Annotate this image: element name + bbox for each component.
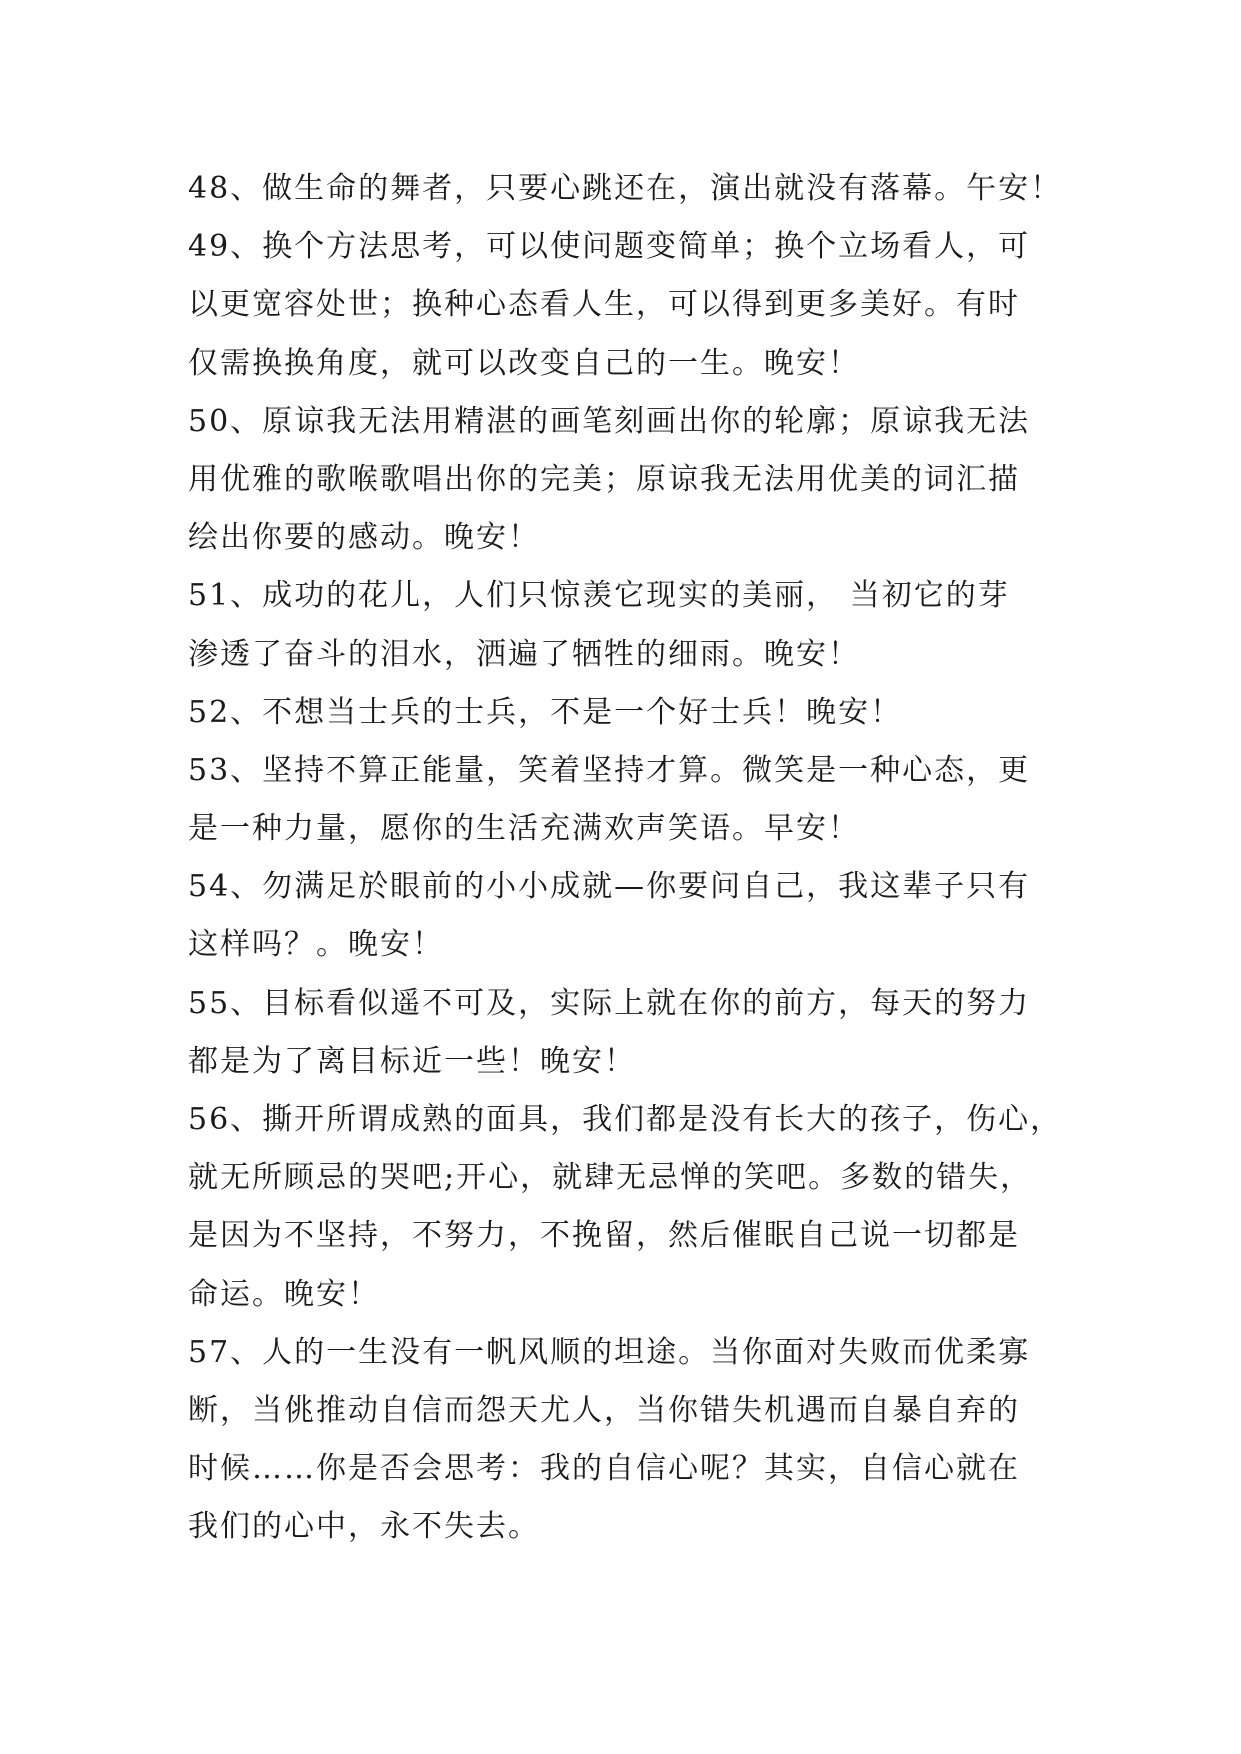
text-line: 55、目标看似遥不可及，实际上就在你的前方，每天的努力 [188,985,1031,1021]
text-line: 渗透了奋斗的泪水，洒遍了牺牲的细雨。晚安！ [188,636,860,672]
text-line: 仅需换换角度，就可以改变自己的一生。晚安！ [188,345,860,381]
text-line: 54、勿满足於眼前的小小成就—你要问自己，我这辈子只有 [188,869,1031,905]
text-line: 都是为了离目标近一些！晚安！ [188,1043,636,1079]
text-line: 命运。晚安！ [188,1276,380,1312]
text-line: 51、成功的花儿，人们只惊羡它现实的美丽， 当初它的芽 [188,578,1010,614]
text-line: 57、人的一生没有一帆风顺的坦途。当你面对失败而优柔寡 [188,1334,1031,1370]
text-line: 断，当佻推动自信而怨天尤人，当你错失机遇而自暴自弃的 [188,1392,1020,1428]
text-line: 我们的心中，永不失去。 [188,1509,540,1545]
text-line: 53、坚持不算正能量，笑着坚持才算。微笑是一种心态，更 [188,752,1031,788]
text-line: 56、撕开所谓成熟的面具，我们都是没有长大的孩子，伤心， [188,1102,1063,1137]
text-line: 是一种力量，愿你的生活充满欢声笑语。早安！ [188,811,860,847]
text-line: 以更宽容处世；换种心态看人生，可以得到更多美好。有时 [188,287,1020,323]
text-line: 绘出你要的感动。晚安！ [188,520,540,556]
text-line: 52、不想当士兵的士兵，不是一个好士兵！晚安！ [188,694,903,730]
text-line: 49、换个方法思考，可以使问题变简单；换个立场看人，可 [188,229,1031,265]
text-line: 是因为不坚持，不努力，不挽留，然后催眠自己说一切都是 [188,1218,1020,1254]
text-line: 这样吗？。晚安！ [188,927,444,963]
text-line: 就无所顾忌的哭吧;开心，就肆无忌惮的笑吧。多数的错失， [188,1160,1033,1196]
text-line: 50、原谅我无法用精湛的画笔刻画出你的轮廓；原谅我无法 [188,403,1031,439]
text-line: 用优雅的歌喉歌唱出你的完美；原谅我无法用优美的词汇描 [188,461,1020,497]
body-text [188,160,1063,1557]
text-line: 48、做生命的舞者，只要心跳还在，演出就没有落幕。午安！ [188,171,1063,206]
text-line: 时候……你是否会思考：我的自信心呢？其实，自信心就在 [188,1451,1020,1487]
